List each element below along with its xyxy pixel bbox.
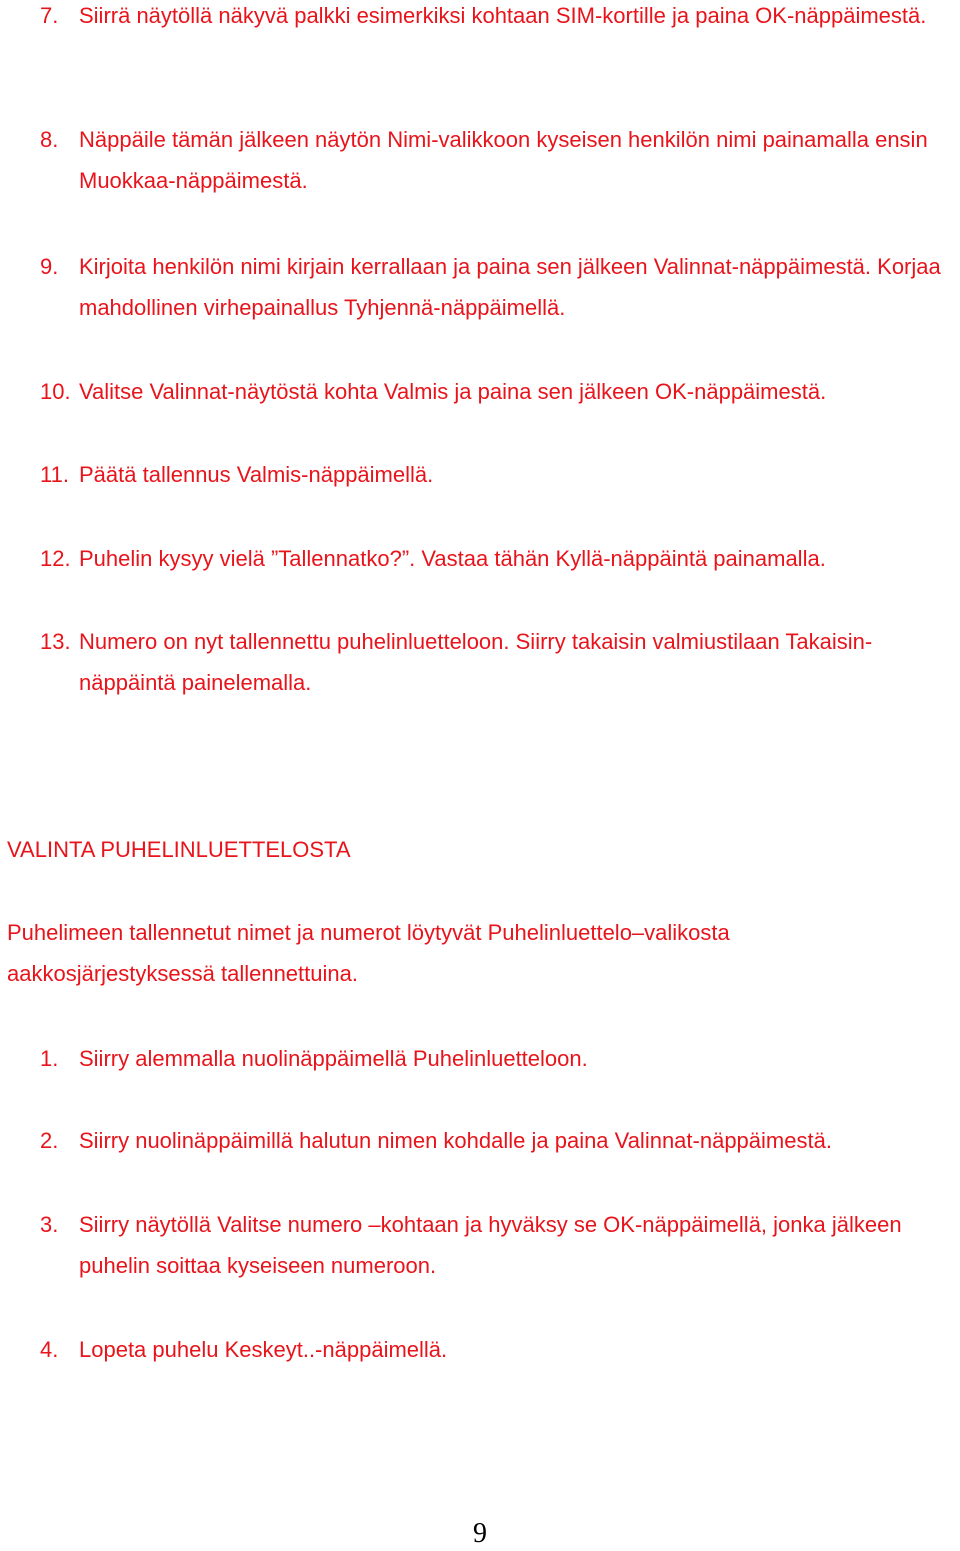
list-text: Valitse Valinnat-näytöstä kohta Valmis ja paina sen jälkeen OK-näppäimestä. — [79, 379, 827, 404]
list-item-12 — [0, 538, 960, 579]
list-text: Siirry alemmalla nuolinäppäimellä Puhelinluetteloon. — [79, 1046, 588, 1071]
list-text: Siirrä näytöllä näkyvä palkki esimerkiksi kohtaan SIM-kortille ja paina OK-näppäimestä. — [79, 3, 927, 28]
list-item-9 — [0, 246, 960, 328]
list-item-2 — [0, 1120, 960, 1161]
list-text: Numero on nyt tallennettu puhelinluetteloon. Siirry takaisin valmiustilaan Takaisin-näppäintä painelemalla. — [79, 629, 873, 695]
list-text: Kirjoita henkilön nimi kirjain kerrallaan ja paina sen jälkeen Valinnat-näppäimestä. Korjaa mahdollinen virhepainallus Tyhjennä-näppäimellä. — [79, 254, 941, 320]
list-number: 13. — [40, 629, 71, 654]
list-text: Päätä tallennus Valmis-näppäimellä. — [79, 462, 434, 487]
list-text: Puhelin kysyy vielä ”Tallennatko?”. Vastaa tähän Kyllä-näppäintä painamalla. — [79, 546, 826, 571]
list-text: Näppäile tämän jälkeen näytön Nimi-valikkoon kyseisen henkilön nimi painamalla ensin Muokkaa-näppäimestä. — [79, 127, 928, 193]
section-heading: VALINTA PUHELINLUETTELOSTA — [7, 837, 351, 862]
list-text: Lopeta puhelu Keskeyt..-näppäimellä. — [79, 1337, 448, 1362]
page-number: 9 — [473, 1518, 487, 1549]
list-item-7 — [0, 0, 960, 36]
list-item-11 — [0, 454, 960, 495]
list-item-1 — [0, 1038, 960, 1079]
list-item-4 — [0, 1329, 960, 1370]
list-number: 1. — [40, 1046, 59, 1071]
list-number: 4. — [40, 1337, 59, 1362]
list-number: 2. — [40, 1128, 59, 1153]
list-number: 12. — [40, 546, 71, 571]
list-item-8 — [0, 119, 960, 201]
list-item-3 — [0, 1204, 960, 1286]
list-text: Siirry nuolinäppäimillä halutun nimen kohdalle ja paina Valinnat-näppäimestä. — [79, 1128, 832, 1153]
list-number: 7. — [40, 3, 59, 28]
list-text: Siirry näytöllä Valitse numero –kohtaan ja hyväksy se OK-näppäimellä, jonka jälkeen puhelin soittaa kyseiseen numeroon. — [79, 1212, 902, 1278]
list-number: 3. — [40, 1212, 59, 1237]
list-number: 10. — [40, 379, 71, 404]
section-intro: Puhelimeen tallennetut nimet ja numerot löytyvät Puhelinluettelo–valikosta aakkosjärjestyksessä tallennettuina. — [7, 920, 730, 986]
list-item-10 — [0, 371, 960, 412]
list-number: 8. — [40, 127, 59, 152]
list-number: 9. — [40, 254, 59, 279]
list-number: 11. — [40, 462, 69, 487]
list-item-13 — [0, 621, 960, 703]
